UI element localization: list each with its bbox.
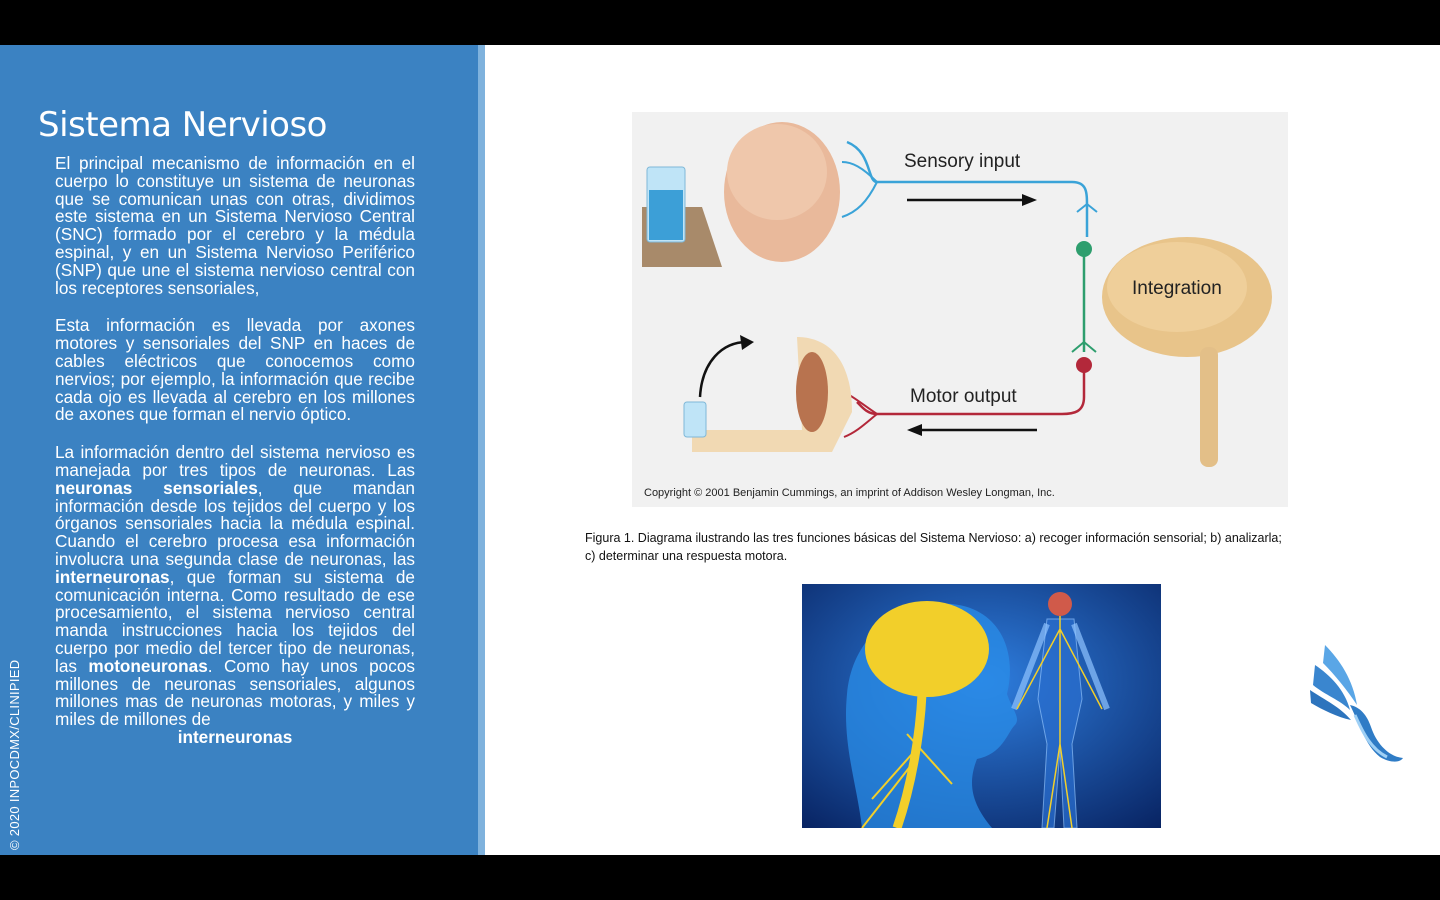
foot-shape [1350,705,1403,762]
water-shape [649,190,683,240]
head-highlight [727,124,827,220]
winged-logo-icon [1305,645,1405,770]
figure-2-svg [802,584,1161,828]
curved-arrow [700,342,747,397]
sensory-branches [842,162,877,217]
sensory-arrow-head [1022,194,1037,206]
figure-caption: Figura 1. Diagrama ilustrando las tres funciones básicas del Sistema Nervioso: a) recoger información sensorial; b) analizarla; c) determinar una respuesta motora. [585,531,1282,563]
term-interneuronas-final: interneuronas [177,726,293,747]
nervous-system-illustration [802,584,1161,828]
motor-arrow-head [907,424,922,436]
paragraph-1: El principal mecanismo de información en el cuerpo lo constituye un sistema de neuronas que se comunican unas con otras, dividimos este sistema en un Sistema Nervioso Central (SNC) formado por el cerebro y la médula espinal, y en un Sistema Nervioso Periférico (SNP) que une el sistema nervioso central con los receptores sensoriales, [55,153,415,298]
paragraph-3 [55,444,415,747]
term-neuronas-sensoriales: neuronas sensoriales [55,477,258,498]
term-interneuronas: interneuronas [55,566,170,587]
sensory-input-label: Sensory input [904,151,1021,172]
slide-title: Sistema Nervioso [38,105,327,145]
body-text [55,155,415,767]
figure-copyright: Copyright © 2001 Benjamin Cummings, an imprint of Addison Wesley Longman, Inc. [644,487,1055,499]
motor-output-label: Motor output [910,386,1017,407]
bicep-muscle [796,352,828,432]
integration-label: Integration [1132,278,1222,299]
arm-glass-shape [684,402,706,437]
panel-edge [478,45,485,855]
integration-node-top [1076,241,1092,257]
text-panel [0,45,478,855]
vertical-copyright: © 2020 INPOCDMX/CLINIPIED [7,659,22,850]
figure-head [1048,592,1072,616]
slide [0,45,1440,855]
p3-text-4: . Como hay unos pocos millones de neuronas sensoriales, algunos millones mas de neuronas motoras, y miles y miles de millones de [55,655,415,730]
p3-text-2: , que mandan información desde los tejidos del cuerpo y los órganos sensoriales hacia la médula espinal. Cuando el cerebro procesa esa información involucra una segunda clase de neuronas, las [55,477,415,569]
curved-arrow-head [740,335,754,350]
term-motoneuronas: motoneuronas [88,655,208,676]
figure-1-svg [632,112,1288,507]
motor-node [1076,357,1092,373]
logo-svg [1305,645,1405,770]
brain-stem [1200,347,1218,467]
p3-text-1: La información dentro del sistema nervioso es manejada por tres tipos de neuronas. Las [55,442,415,480]
paragraph-2: Esta información es llevada por axones motores y sensoriales del SNP en haces de cables eléctricos que conocemos como nervios; por ejemplo, la información que recibe cada ojo es llevada al cerebro en los millones de axones que forman el nervio óptico. [55,315,415,425]
figure-nervous-functions [632,112,1288,507]
p3-text-3: , que forman su sistema de comunicación interna. Como resultado de ese procesamiento, el sistema nervioso central manda instrucciones hacia los tejidos del cuerpo por medio del tercer tipo de neuronas, las [55,566,415,676]
brain-yellow [865,601,989,697]
